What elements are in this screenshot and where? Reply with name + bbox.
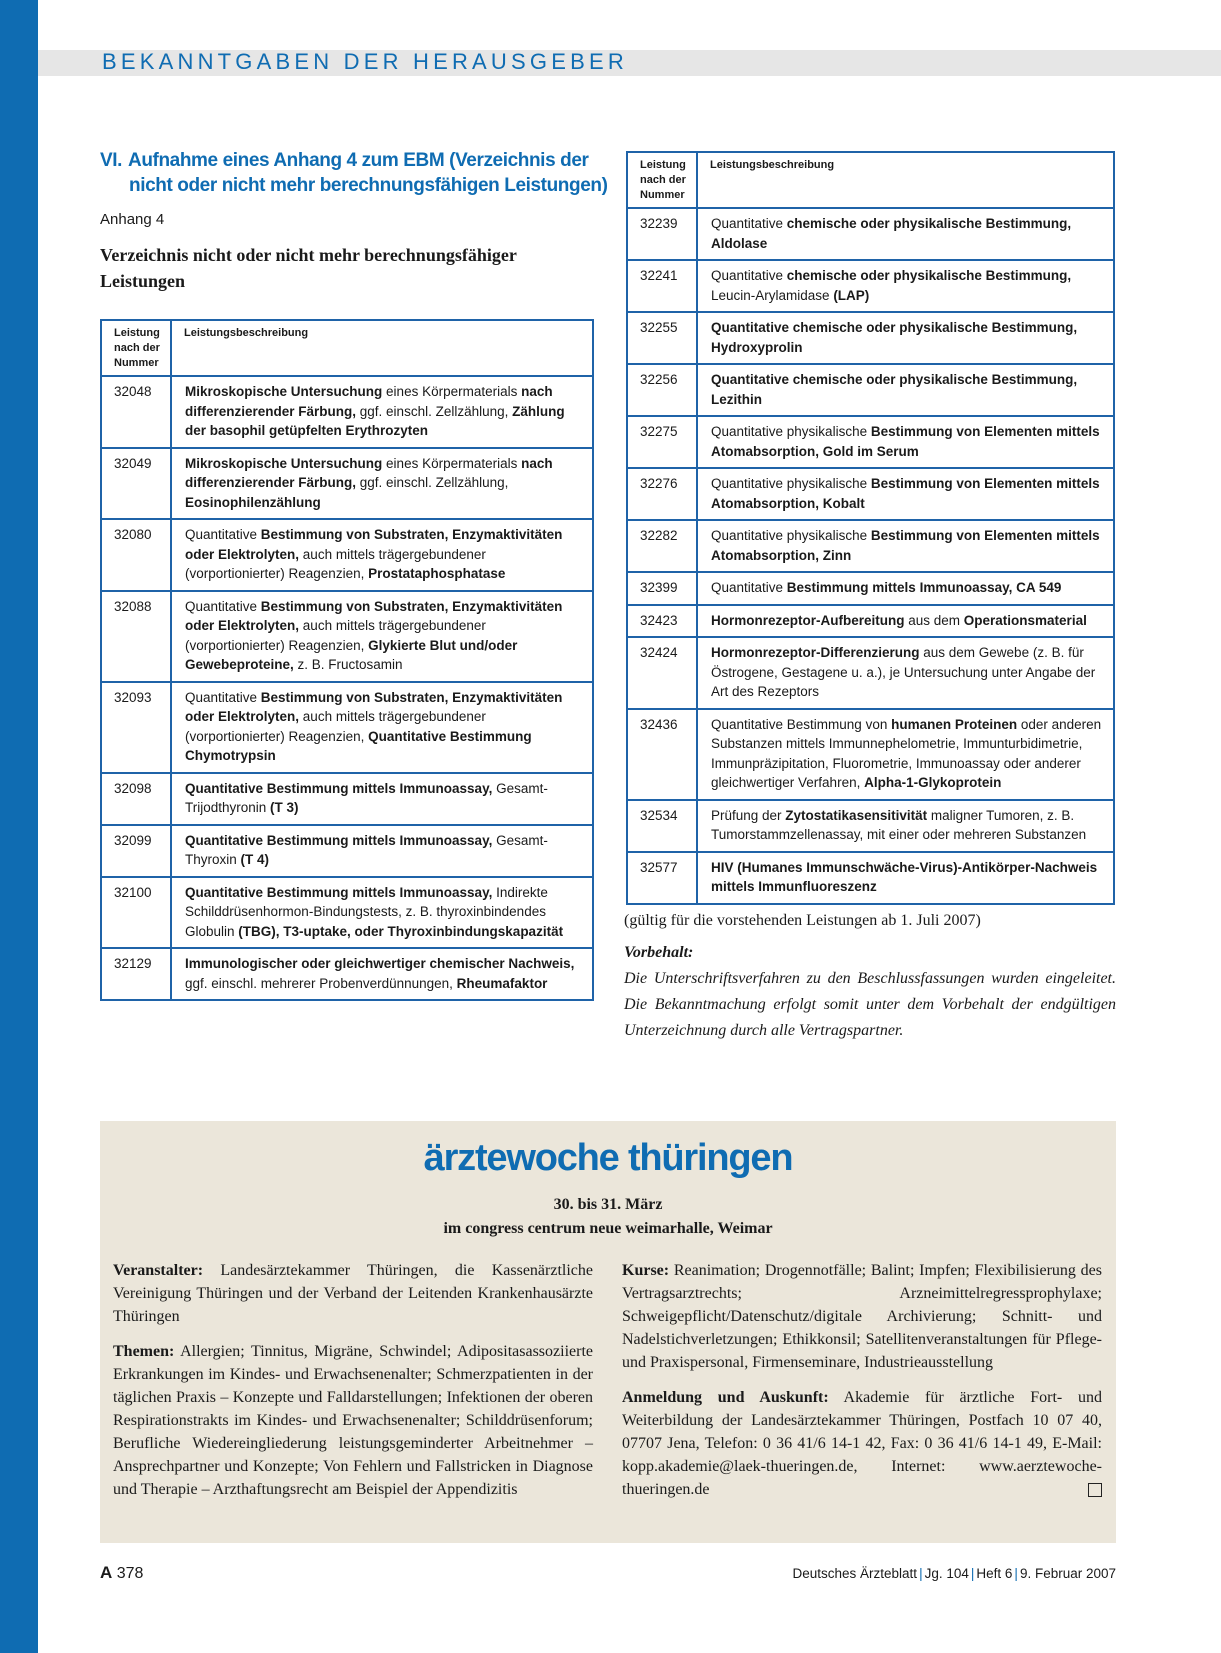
service-number: 32577 [627, 852, 697, 904]
journal-date: 9. Februar 2007 [1019, 1566, 1116, 1581]
service-description [171, 448, 593, 520]
description-part: Quantitative physikalische [711, 476, 871, 491]
table-row [627, 364, 1114, 416]
validity-note [624, 908, 1116, 1044]
table-row [627, 852, 1114, 904]
service-number: 32080 [101, 519, 171, 591]
service-description [697, 852, 1114, 904]
table-row [627, 312, 1114, 364]
description-part: ggf. einschl. Zellzählung, [356, 403, 513, 419]
service-description [171, 682, 593, 773]
page-number-value: 378 [116, 1565, 144, 1582]
service-description [697, 208, 1114, 260]
registration-paragraph [622, 1386, 1102, 1501]
description-bold-part: Bestimmung mittels Immunoassay, CA 549 [786, 580, 1062, 595]
description-bold-part: Quantitative Bestimmung mittels Immunoassay, [185, 780, 493, 796]
description-part: Quantitative physikalische [711, 528, 871, 543]
service-description [697, 637, 1114, 709]
vorbehalt-text: Die Unterschriftsverfahren zu den Beschlussfassungen wurden eingeleitet. Die Bekanntmachung erfolgt somit unter dem Vorbehalt der endgültigen Unterzeichnung durch alle Vertragspartner. [624, 970, 1116, 1039]
service-description [171, 825, 593, 877]
service-description [697, 709, 1114, 800]
table-body-left [101, 376, 593, 1000]
journal-reference [793, 1566, 1117, 1581]
section-title [100, 148, 608, 198]
description-bold-part: Quantitative Bestimmung mittels Immunoassay, [185, 884, 493, 900]
col-header-number: Leistung nach der Nummer [627, 152, 697, 208]
table-row [627, 800, 1114, 852]
description-bold-part: Mikroskopische Untersuchung [185, 384, 383, 399]
description-bold-part: chemische oder physikalische Bestimmung, [786, 268, 1072, 283]
description-part: Quantitative physikalische [711, 424, 871, 439]
description-bold-part: Quantitative chemische oder physikalische Bestimmung, Lezithin [711, 372, 1078, 407]
section-title-line1: Aufnahme eines Anhang 4 zum EBM (Verzeichnis der [128, 150, 589, 171]
description-bold-part: (LAP) [833, 287, 870, 303]
description-part: Prüfung der [711, 807, 786, 823]
table-row [627, 416, 1114, 468]
description-bold-part: Quantitative chemische oder physikalische Bestimmung, Hydroxyprolin [711, 320, 1078, 355]
description-part: Leucin-Arylamidase [711, 287, 834, 303]
description-bold-part: Glykierte Blut und/oder Gewebeproteine, [185, 637, 518, 672]
courses-text: Reanimation; Drogennotfälle; Balint; Impfen; Flexibilisierung des Vertragsarztrechts; Arzneimittelregressprophylaxe; Schweigepflicht/Datenschutz/digitale Archivierung; Schnitt- und Nadelstichverletzungen; Ethikkonsil; Satellitenveranstaltungen für Pflege- und Praxispersonal, Firmenseminare, Industrieausstellung [622, 1262, 1102, 1371]
table-row [101, 773, 593, 825]
table-row [627, 637, 1114, 709]
table-row [627, 208, 1114, 260]
table-row [627, 468, 1114, 520]
service-number: 32256 [627, 364, 697, 416]
journal-issue: Heft 6 [976, 1566, 1013, 1581]
service-number: 32399 [627, 572, 697, 605]
service-description [697, 364, 1114, 416]
service-description [171, 773, 593, 825]
service-description [171, 376, 593, 448]
event-column-right [622, 1259, 1102, 1513]
description-bold-part: Immunologischer oder gleichwertiger chemischer Nachweis, [185, 956, 575, 971]
col-header-number: Leistung nach der Nummer [101, 320, 171, 376]
description-part: Quantitative [185, 689, 261, 705]
table-row [101, 448, 593, 520]
col-header-description: Leistungsbeschreibung [171, 320, 593, 376]
service-number: 32534 [627, 800, 697, 852]
description-part: eines Körpermaterials [382, 455, 522, 471]
description-bold-part: Bestimmung von Elementen mittels Atomabsorption, Gold im Serum [711, 424, 1100, 459]
description-part: Quantitative [711, 268, 787, 283]
service-number: 32241 [627, 260, 697, 312]
service-description [171, 948, 593, 1000]
table-row [627, 260, 1114, 312]
page-number [100, 1563, 143, 1583]
event-date: 30. bis 31. März [553, 1196, 663, 1213]
col-header-description: Leistungsbeschreibung [697, 152, 1114, 208]
description-bold-part: Bestimmung von Substraten, Enzymaktivitäten oder Elektrolyten, [185, 689, 563, 724]
description-bold-part: Operationsmaterial [963, 612, 1087, 628]
description-part: Quantitative [185, 598, 261, 614]
description-bold-part: (TBG), T3-uptake, oder Thyroxinbindungskapazität [238, 923, 564, 939]
table-row [627, 572, 1114, 605]
service-description [171, 877, 593, 949]
description-bold-part: humanen Proteinen [891, 716, 1018, 732]
table-body-right [627, 208, 1114, 904]
description-bold-part: nach differenzierender Färbung, [185, 384, 553, 419]
description-bold-part: HIV (Humanes Immunschwäche-Virus)-Antikörper-Nachweis mittels Immunfluoreszenz [711, 859, 1098, 894]
event-announcement-box [100, 1121, 1116, 1543]
journal-name: Deutsches Ärzteblatt [792, 1566, 918, 1581]
description-part: Indirekte Schilddrüsenhormon-Bindungstests, z. B. thyroxinbindendes Globulin [185, 884, 548, 939]
description-bold-part: Mikroskopische Untersuchung [185, 455, 383, 471]
section-title-line2: nicht oder nicht mehr berechnungsfähigen Leistungen) [129, 175, 608, 196]
description-bold-part: Rheumafaktor [456, 975, 548, 991]
description-part: Gesamt-Trijodthyronin [185, 780, 548, 815]
description-part: Gesamt-Thyroxin [185, 832, 548, 867]
description-part: auch mittels trägergebundener (vorportionierter) Reagenzien, [185, 546, 486, 581]
event-title: ärztewoche thüringen [423, 1137, 793, 1179]
description-part: ggf. einschl. mehrerer Probenverdünnungen, [185, 975, 457, 991]
description-bold-part: Prostataphosphatase [368, 566, 506, 581]
end-mark-icon [1088, 1483, 1102, 1497]
table-row [627, 520, 1114, 572]
courses-paragraph [622, 1259, 1102, 1374]
registration-text: Akademie für ärztliche Fort- und Weiterbildung der Landesärztekammer Thüringen, Postfach 10 07 40, 07707 Jena, Telefon: 0 36 41/6 14-1 42, Fax: 0 36 41/6 14-1 49, E-Mail: kopp.akademie@laek-thueringen.de, Internet: www.aerztewoche-thueringen.de [622, 1389, 1102, 1498]
description-part: auch mittels trägergebundener (vorportionierter) Reagenzien, [185, 618, 486, 653]
service-number: 32049 [101, 448, 171, 520]
service-description [697, 520, 1114, 572]
description-part: auch mittels trägergebundener (vorportionierter) Reagenzien, [185, 709, 486, 744]
description-part: eines Körpermaterials [382, 384, 522, 399]
validity-text: (gültig für die vorstehenden Leistungen ab 1. Juli 2007) [624, 912, 981, 929]
service-number: 32276 [627, 468, 697, 520]
description-bold-part: Zählung der basophil getüpfelten Erythrozyten [185, 403, 565, 438]
service-description [171, 519, 593, 591]
list-subheading: Verzeichnis nicht oder nicht mehr berechnungsfähiger Leistungen [100, 245, 517, 291]
separator: | [919, 1566, 923, 1581]
table-row [101, 948, 593, 1000]
description-part: Quantitative [185, 527, 261, 542]
table-row [627, 709, 1114, 800]
service-number: 32424 [627, 637, 697, 709]
service-number: 32088 [101, 591, 171, 682]
service-description [697, 312, 1114, 364]
section-header: BEKANNTGABEN DER HERAUSGEBER [102, 49, 628, 74]
description-part: aus dem [904, 612, 964, 628]
service-number: 32100 [101, 877, 171, 949]
service-number: 32282 [627, 520, 697, 572]
description-part: Quantitative [711, 216, 787, 231]
description-bold-part: Hormonrezeptor-Differenzierung [711, 645, 920, 660]
service-description [697, 572, 1114, 605]
service-number: 32098 [101, 773, 171, 825]
table-row [627, 605, 1114, 638]
event-column-left [113, 1259, 593, 1513]
description-bold-part: nach differenzierender Färbung, [185, 455, 553, 490]
description-bold-part: (T 4) [240, 852, 270, 867]
service-number: 32423 [627, 605, 697, 638]
description-bold-part: Bestimmung von Substraten, Enzymaktivitäten oder Elektrolyten, [185, 598, 563, 633]
organizer-label: Veranstalter: [113, 1262, 204, 1279]
service-number: 32255 [627, 312, 697, 364]
table-row [101, 825, 593, 877]
table-row [101, 519, 593, 591]
description-bold-part: Bestimmung von Elementen mittels Atomabsorption, Kobalt [711, 476, 1100, 511]
service-table-right [626, 151, 1115, 905]
service-description [171, 591, 593, 682]
description-part: aus dem Gewebe (z. B. für Östrogene, Gestagene u. a.), je Untersuchung unter Angabe der Art des Rezeptors [711, 645, 1096, 699]
description-bold-part: (T 3) [270, 800, 299, 815]
service-number: 32099 [101, 825, 171, 877]
description-bold-part: chemische oder physikalische Bestimmung, Aldolase [711, 216, 1072, 251]
topics-label: Themen: [113, 1343, 175, 1360]
description-bold-part: Quantitative Bestimmung mittels Immunoassay, [185, 832, 493, 848]
topics-paragraph [113, 1340, 593, 1501]
registration-label: Anmeldung und Auskunft: [622, 1389, 829, 1406]
page-prefix: A [100, 1563, 113, 1582]
service-table-left [100, 319, 594, 1001]
description-part: oder anderen Substanzen mittels Immunnephelometrie, Immunturbidimetrie, Immunpräzipitation, Fluorometrie, Immunoassay oder anderer gleichwertiger Verfahren, [711, 716, 1102, 790]
courses-label: Kurse: [622, 1262, 670, 1279]
description-bold-part: Bestimmung von Substraten, Enzymaktivitäten oder Elektrolyten, [185, 527, 563, 562]
service-description [697, 800, 1114, 852]
description-part: maligner Tumoren, z. B. Tumorstammzellenassay, mit einer oder mehreren Substanzen [711, 807, 1087, 842]
service-description [697, 260, 1114, 312]
description-part: Quantitative Bestimmung von [711, 716, 892, 732]
description-part: z. B. Fructosamin [293, 657, 403, 672]
section-number: VI. [100, 150, 123, 171]
description-part: ggf. einschl. Zellzählung, [356, 475, 509, 490]
description-bold-part: Quantitative Bestimmung Chymotrypsin [185, 728, 532, 763]
description-bold-part: Hormonrezeptor-Aufbereitung [711, 612, 905, 628]
table-header-row [101, 320, 593, 376]
separator: | [1014, 1566, 1018, 1581]
table-row [101, 591, 593, 682]
description-bold-part: Zytostatikasensitivität [785, 807, 928, 823]
service-number: 32275 [627, 416, 697, 468]
description-part: Quantitative [711, 580, 787, 595]
description-bold-part: Bestimmung von Elementen mittels Atomabsorption, Zinn [711, 528, 1100, 563]
description-bold-part: Eosinophilenzählung [185, 494, 321, 510]
table-row [101, 376, 593, 448]
table-row [101, 877, 593, 949]
description-bold-part: Alpha-1-Glykoprotein [864, 775, 1002, 790]
table-header-row [627, 152, 1114, 208]
anhang-label: Anhang 4 [100, 211, 165, 228]
separator: | [970, 1566, 975, 1581]
vorbehalt-label: Vorbehalt: [624, 944, 694, 961]
service-number: 32048 [101, 376, 171, 448]
topics-text: Allergien; Tinnitus, Migräne, Schwindel; Adipositasassoziierte Erkrankungen im Kindes- und Erwachsenenalter; Schmerzpatienten in der täglichen Praxis – Konzepte und Falldarstellungen; Infektionen der oberen Respirationstrakts im Kindes- und Erwachsenenalter; Schilddrüsenforum; Berufliche Wiedereingliederung leistungsgeminderter Arbeitnehmer – Ansprechpartner und Konzepte; Von Fehlern und Fallstricken in Diagnose und Therapie – Arzthaftungsrecht am Beispiel der Appendizitis [113, 1343, 593, 1498]
organizer-paragraph [113, 1259, 593, 1328]
service-number: 32093 [101, 682, 171, 773]
sidebar-stripe [0, 0, 38, 1653]
organizer-text: Landesärztekammer Thüringen, die Kassenärztliche Vereinigung Thüringen und der Verband der Leitenden Krankenhausärzte Thüringen [113, 1262, 593, 1325]
service-number: 32129 [101, 948, 171, 1000]
table-row [101, 682, 593, 773]
journal-volume: Jg. 104 [924, 1566, 969, 1581]
service-number: 32436 [627, 709, 697, 800]
service-description [697, 416, 1114, 468]
event-venue: im congress centrum neue weimarhalle, Weimar [443, 1220, 773, 1237]
service-description [697, 468, 1114, 520]
service-description [697, 605, 1114, 638]
service-number: 32239 [627, 208, 697, 260]
